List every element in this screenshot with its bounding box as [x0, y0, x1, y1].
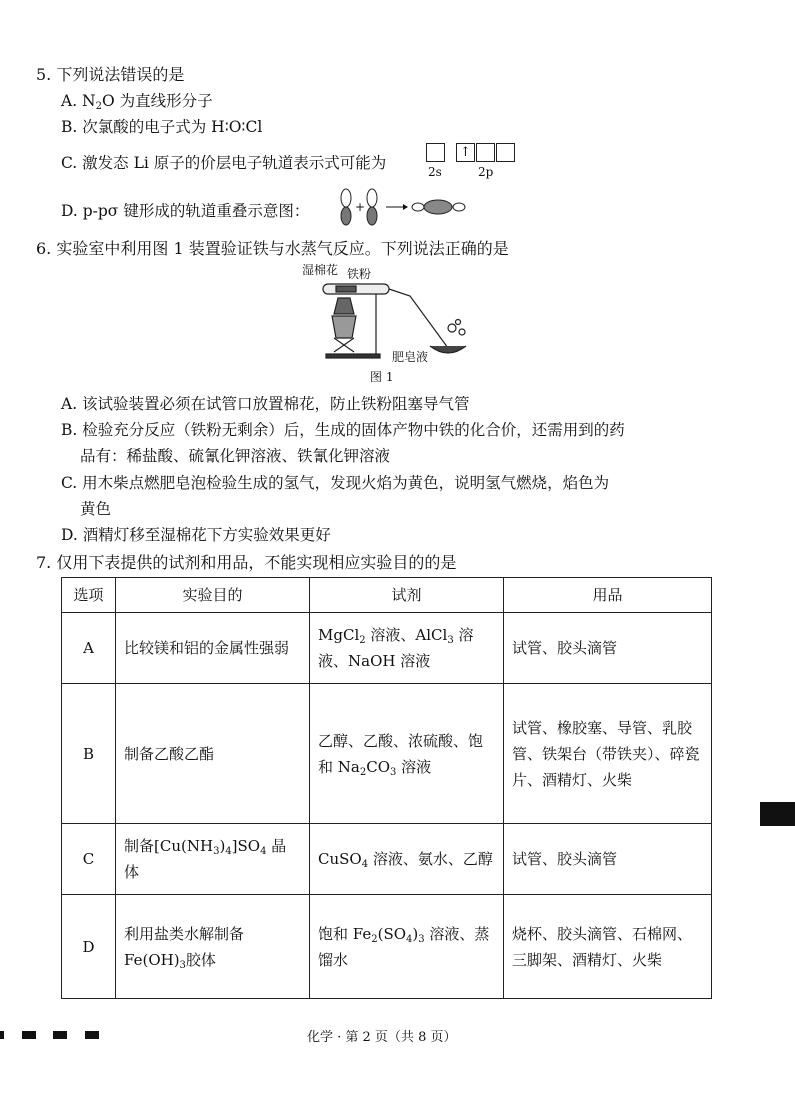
q5-option-b: B. 次氯酸的电子式为 H∶O∶Cl [61, 118, 263, 136]
header-items: 用品 [504, 578, 712, 613]
footer-mark [85, 1031, 99, 1039]
orbital-box-2p-1 [456, 143, 475, 162]
orbital-box-2p-3 [496, 143, 515, 162]
row-option: D [62, 895, 116, 999]
row-items: 试管、胶头滴管 [504, 613, 712, 684]
footer-mark [22, 1031, 36, 1039]
q7-stem: 7. 仅用下表提供的试剂和用品，不能实现相应实验目的的是 [36, 553, 457, 572]
q6-option-c-line1: C. 用木柴点燃肥皂泡检验生成的氢气，发现火焰为黄色，说明氢气燃烧，焰色为 [61, 474, 610, 492]
table-header-row [62, 578, 712, 613]
figure-caption: 图 1 [370, 370, 394, 384]
experiment-table [61, 577, 712, 999]
footer-mark [53, 1031, 67, 1039]
header-purpose: 实验目的 [116, 578, 310, 613]
label-iron-powder: 铁粉 [347, 267, 372, 281]
row-reagent: MgCl$_2$ 溶液、AlCl$_3$ 溶液、NaOH 溶液 [310, 613, 504, 684]
label-wet-cotton: 湿棉花 [302, 263, 339, 277]
footer-mark [0, 1031, 4, 1039]
q6-option-b-line1: B. 检验充分反应（铁粉无剩余）后，生成的固体产物中铁的化合价，还需用到的药 [61, 421, 625, 439]
q5-option-c: C. 激发态 Li 原子的价层电子轨道表示式可能为 [61, 154, 387, 172]
q6-stem: 6. 实验室中利用图 1 装置验证铁与水蒸气反应。下列说法正确的是 [36, 239, 509, 258]
q6-option-b-line2: 品有：稀盐酸、硫氰化钾溶液、铁氰化钾溶液 [80, 447, 391, 465]
row-option: A [62, 613, 116, 684]
row-purpose: 比较镁和铝的金属性强弱 [116, 613, 310, 684]
table-row [62, 684, 712, 824]
row-option: B [62, 684, 116, 824]
q5-stem: 5. 下列说法错误的是 [36, 65, 185, 84]
orbital-box-2p-2 [476, 143, 495, 162]
header-reagent: 试剂 [310, 578, 504, 613]
row-items: 烧杯、胶头滴管、石棉网、三脚架、酒精灯、火柴 [504, 895, 712, 999]
row-purpose: 利用盐类水解制备$Fe(OH)_3$胶体 [116, 895, 310, 999]
row-items: 试管、胶头滴管 [504, 824, 712, 895]
row-option: C [62, 824, 116, 895]
q6-option-c-line2: 黄色 [80, 500, 112, 518]
table-row [62, 613, 712, 684]
orbital-box-2s [426, 143, 445, 162]
row-reagent: 饱和 $Fe_2(SO_4)_3$ 溶液、蒸馏水 [310, 895, 504, 999]
row-purpose: 制备乙酸乙酯 [116, 684, 310, 824]
up-arrow-icon: ↑ [460, 145, 471, 160]
apparatus-icon [318, 276, 470, 366]
q5-option-a: A. $N_2O$ 为直线形分子 [61, 92, 213, 112]
side-tab-marker [760, 802, 795, 826]
header-option: 选项 [62, 578, 116, 613]
q6-option-d: D. 酒精灯移至湿棉花下方实验效果更好 [61, 526, 331, 544]
label-soap-solution: 肥皂液 [392, 350, 429, 364]
table-row [62, 895, 712, 999]
row-reagent: 乙醇、乙酸、浓硫酸、饱和 $Na_2CO_3$ 溶液 [310, 684, 504, 824]
orbital-label-2p: 2p [478, 165, 494, 179]
row-items: 试管、橡胶塞、导管、乳胶管、铁架台（带铁夹）、碎瓷片、酒精灯、火柴 [504, 684, 712, 824]
svg-text:+: + [355, 200, 366, 214]
p-orbital-overlap-icon [338, 188, 470, 226]
table-row [62, 824, 712, 895]
q6-option-a: A. 该试验装置必须在试管口放置棉花，防止铁粉阻塞导气管 [61, 395, 470, 413]
page-footer: 化学 · 第 2 页（共 8 页） [307, 1030, 457, 1045]
q5-option-d: D. p-pσ 键形成的轨道重叠示意图： [61, 202, 310, 220]
row-reagent: CuSO$_4$ 溶液、氨水、乙醇 [310, 824, 504, 895]
orbital-label-2s: 2s [428, 165, 442, 179]
row-purpose: 制备$[Cu(NH_3)_4]SO_4$ 晶体 [116, 824, 310, 895]
